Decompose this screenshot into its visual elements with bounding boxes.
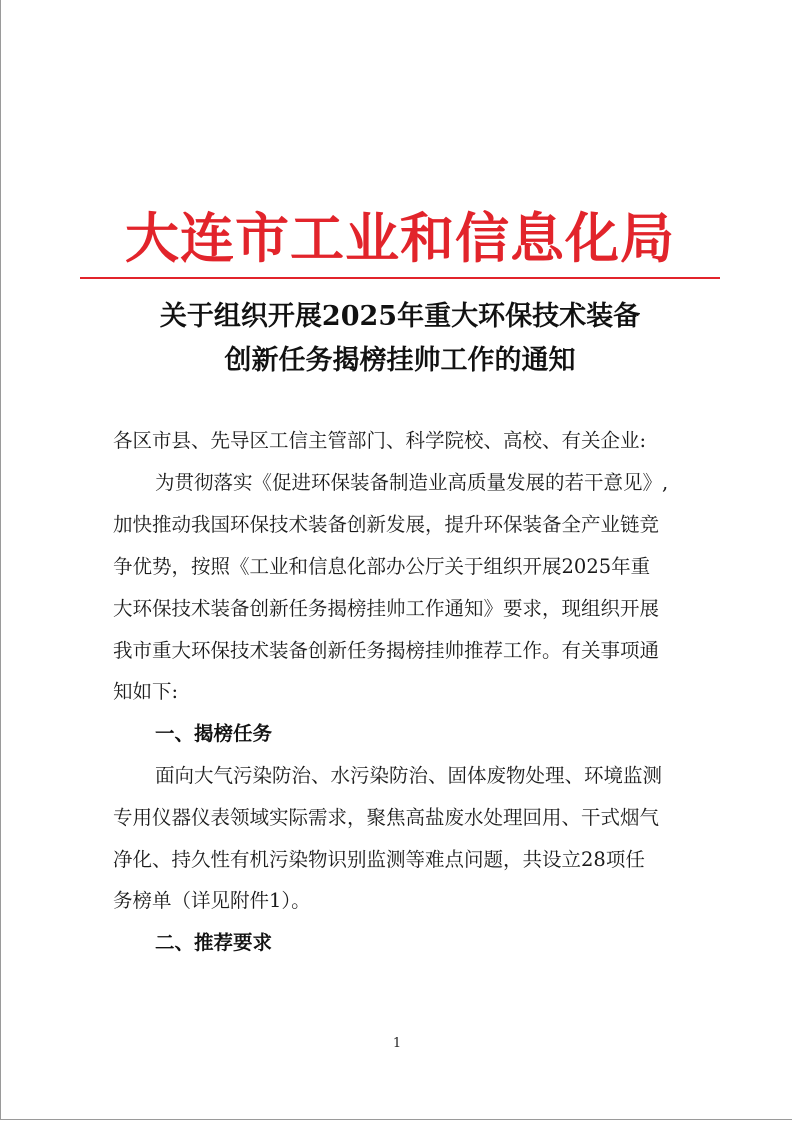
salutation: 各区市县、先导区工信主管部门、科学院校、高校、有关企业: xyxy=(113,429,647,452)
page-number: 1 xyxy=(392,1036,402,1051)
intro-line: 加快推动我国环保技术装备创新发展，提升环保装备全产业链竞 xyxy=(113,513,660,536)
document-title-line-1: 关于组织开展2025年重大环保技术装备 xyxy=(159,301,641,332)
section-2-heading: 二、推荐要求 xyxy=(155,931,273,954)
intro-line: 我市重大环保技术装备创新任务揭榜挂帅推荐工作。有关事项通 xyxy=(113,639,660,662)
document-title-line-2: 创新任务揭榜挂帅工作的通知 xyxy=(224,345,576,376)
section-1-line: 净化、持久性有机污染物识别监测等难点问题，共设立28项任 xyxy=(113,848,645,871)
section-1-line: 务榜单（详见附件1）。 xyxy=(113,889,311,912)
section-1-heading: 一、揭榜任务 xyxy=(155,722,273,745)
section-1-line: 专用仪器仪表领域实际需求，聚焦高盐废水处理回用、干式烟气 xyxy=(113,806,660,829)
intro-line: 为贯彻落实《促进环保装备制造业高质量发展的若干意见》, xyxy=(155,471,669,494)
letterhead-org-name: 大连市工业和信息化局 xyxy=(125,206,675,270)
intro-line: 争优势，按照《工业和信息化部办公厅关于组织开展2025年重 xyxy=(113,555,651,578)
intro-line: 知如下: xyxy=(113,680,179,703)
letterhead-red-rule xyxy=(80,277,720,279)
intro-line: 大环保技术装备创新任务揭榜挂帅工作通知》要求，现组织开展 xyxy=(113,597,660,620)
section-1-line: 面向大气污染防治、水污染防治、固体废物处理、环境监测 xyxy=(155,764,663,787)
